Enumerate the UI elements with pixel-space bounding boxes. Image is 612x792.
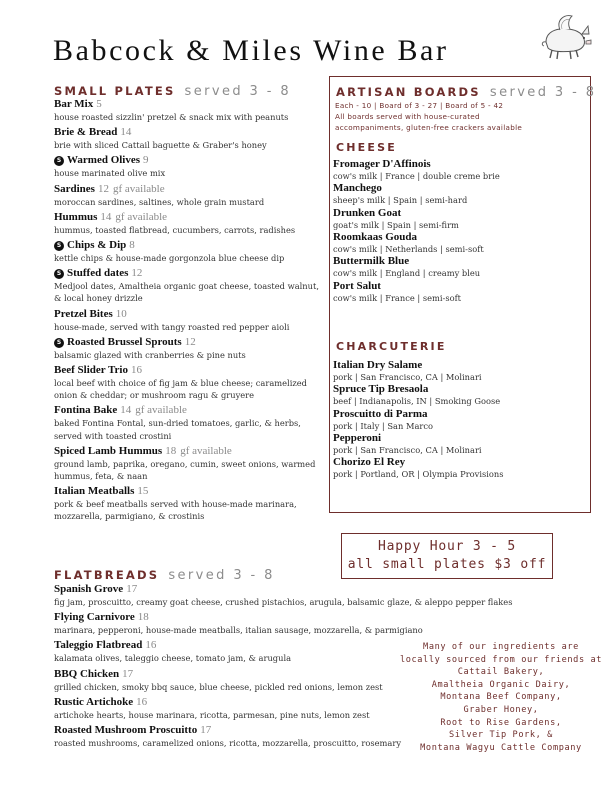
- small-plate-item: [54, 363, 307, 401]
- sourcing-line: Montana Beef Company,: [440, 692, 562, 703]
- small-plate-name-line: [54, 153, 165, 167]
- small-plate-description: pork & beef meatballs served with house-made marinara,: [54, 499, 297, 510]
- flatbread-item: [54, 723, 401, 749]
- flatbread-description: artichoke hearts, house marinara, ricotta, parmesan, pine nuts, lemon zest: [54, 709, 370, 720]
- cheese-description: goat's milk | Spain | semi-firm: [333, 219, 459, 230]
- sourcing-line: Montana Wagyu Cattle Company: [420, 742, 582, 753]
- small-plate-price: 9: [143, 154, 149, 167]
- small-plate-item: [54, 182, 264, 208]
- flatbread-name: Roasted Mushroom Proscuitto: [54, 724, 198, 736]
- seasonal-marker-icon: S: [54, 241, 64, 251]
- flatbread-item: [54, 638, 291, 664]
- charcuterie-description: pork | San Francisco, CA | Molinari: [333, 444, 482, 455]
- charcuterie-item: [333, 383, 500, 407]
- small-plate-description: onion & cheddar; or mushroom ragu & gruyere: [54, 390, 255, 401]
- flatbread-name: Rustic Artichoke: [54, 695, 134, 708]
- cheese-name: Roomkaas Gouda: [333, 230, 418, 243]
- small-plate-price: 16: [130, 364, 142, 376]
- small-plate-item: [54, 97, 288, 123]
- small-plate-price: 14: [120, 404, 132, 417]
- sourcing-line: locally sourced from our friends at: [399, 654, 603, 665]
- small-plate-description: baked Fontina Fontal, sun-dried tomatoes, garlic, & herbs,: [54, 418, 301, 429]
- small-plate-price: 14: [120, 126, 132, 139]
- cheese-item: [333, 280, 461, 304]
- small-plate-name-line: [54, 403, 301, 417]
- cheese-description: cow's milk | France | semi-soft: [333, 292, 461, 303]
- sourcing-line: Graber Honey,: [463, 704, 539, 715]
- sourcing-line: Root to Rise Gardens,: [440, 717, 562, 728]
- small-plate-price: 12: [97, 182, 109, 195]
- flatbread-name-line: [54, 610, 423, 624]
- small-plate-name: Fontina Bake: [54, 404, 118, 417]
- flatbread-price: 17: [200, 724, 212, 736]
- seasonal-marker-icon: S: [54, 156, 64, 166]
- small-plate-name-line: [54, 238, 284, 252]
- small-plate-name: Sardines: [54, 182, 95, 195]
- sourcing-line: Cattail Bakery,: [457, 667, 545, 678]
- small-plate-name-line: [54, 266, 319, 280]
- small-plate-description: house-made, served with tangy roasted red pepper aioli: [54, 321, 290, 332]
- small-plate-description: Medjool dates, Amaltheia organic goat cheese, toasted walnut,: [54, 281, 319, 292]
- flatbread-item: [54, 667, 383, 693]
- charcuterie-name: Chorizo El Rey: [333, 456, 406, 469]
- cheese-item: [333, 182, 467, 206]
- small-plate-item: [54, 153, 165, 179]
- small-plate-name: Italian Meatballs: [54, 485, 135, 498]
- small-plates-heading: SMALL PLATES served 3 - 8: [54, 84, 292, 99]
- small-plate-price: 8: [129, 239, 135, 251]
- small-plate-name-line: [54, 125, 267, 139]
- cheese-description: sheep's milk | Spain | semi-hard: [333, 195, 468, 206]
- small-plate-name: Pretzel Bites: [54, 307, 113, 320]
- cheese-description: cow's milk | Netherlands | semi-soft: [333, 243, 484, 254]
- charcuterie-description: pork | Portland, OR | Olympia Provisions: [333, 469, 504, 480]
- cheese-description: cow's milk | France | double creme brie: [333, 171, 500, 181]
- restaurant-title: Babcock & Miles Wine Bar: [53, 34, 449, 67]
- small-plate-name: Warmed Olives: [67, 154, 141, 167]
- gluten-free-note: gf available: [135, 404, 187, 417]
- cheese-item: [333, 231, 484, 255]
- small-plate-description: hummus, feta, & naan: [54, 471, 148, 481]
- small-plate-description: kettle chips & house-made gorgonzola blue cheese dip: [54, 253, 285, 263]
- small-plate-price: 12: [184, 335, 196, 348]
- small-plate-description: house roasted sizzlin' pretzel & snack mix with peanuts: [54, 112, 289, 122]
- small-plate-name-line: [54, 97, 288, 111]
- small-plate-name-line: [54, 363, 307, 377]
- small-plate-item: [54, 125, 267, 151]
- flatbread-item: [54, 695, 370, 721]
- flatbread-price: 16: [136, 695, 148, 708]
- small-plate-price: 15: [137, 485, 149, 498]
- charcuterie-description: pork | San Francisco, CA | Molinari: [333, 372, 482, 382]
- small-plate-description: served with toasted crostini: [54, 430, 172, 441]
- flatbread-description: fig jam, proscuitto, creamy goat cheese, crushed pistachios, arugula, balsamic glaze, & aleppo pepper flakes: [54, 597, 513, 607]
- small-plate-name: Beef Slider Trio: [54, 364, 128, 376]
- small-plate-description: moroccan sardines, saltines, whole grain mustard: [54, 196, 265, 207]
- gluten-free-note: gf available: [112, 182, 165, 195]
- small-plate-item: [54, 444, 315, 482]
- flatbread-price: 17: [122, 667, 134, 680]
- small-plate-name-line: [54, 484, 297, 498]
- flatbread-name: Flying Carnivore: [54, 611, 135, 624]
- small-plate-name: Spiced Lamb Hummus: [54, 444, 163, 457]
- cheese-item: [333, 158, 500, 182]
- small-plate-price: 10: [115, 307, 127, 320]
- cheese-heading: CHEESE: [336, 141, 397, 154]
- seasonal-marker-icon: S: [54, 269, 64, 279]
- flatbread-name: Taleggio Flatbread: [54, 639, 143, 652]
- flatbread-item: [54, 582, 512, 608]
- small-plate-name: Chips & Dip: [67, 239, 127, 251]
- cheese-name: Drunken Goat: [333, 206, 402, 219]
- charcuterie-heading: CHARCUTERIE: [336, 340, 447, 353]
- small-plate-price: 14: [100, 210, 112, 223]
- cheese-name: Buttermilk Blue: [333, 255, 410, 268]
- flatbread-name: BBQ Chicken: [54, 667, 120, 680]
- small-plate-description: & local honey drizzle: [54, 293, 143, 304]
- gluten-free-note: gf available: [115, 210, 168, 223]
- happy-hour-line2: all small plates $3 off: [347, 557, 547, 572]
- flatbread-name-line: [54, 723, 401, 737]
- charcuterie-name: Proscuitto di Parma: [333, 407, 428, 420]
- flatbread-name-line: [54, 582, 512, 596]
- small-plate-price: 5: [96, 98, 102, 110]
- artisan-boards-heading: ARTISAN BOARDS served 3 - 8: [336, 85, 597, 100]
- flatbreads-heading: FLATBREADS served 3 - 8: [54, 568, 275, 583]
- charcuterie-description: pork | Italy | San Marco: [333, 420, 434, 431]
- flatbread-description: marinara, pepperoni, house-made meatballs, italian sausage, mozzarella, & parmigiano: [54, 625, 423, 636]
- flatbread-name-line: [54, 638, 291, 652]
- sourcing-line: Amaltheia Organic Dairy,: [431, 679, 571, 690]
- sourcing-line: Many of our ingredients are: [423, 642, 579, 652]
- flatbread-price: 18: [137, 611, 149, 624]
- cheese-name: Fromager D'Affinois: [333, 158, 431, 170]
- flatbread-description: grilled chicken, smoky bbq sauce, blue cheese, pickled red onions, lemon zest: [54, 681, 383, 692]
- small-plate-description: ground lamb, paprika, oregano, cumin, sweet onions, warmed: [54, 458, 316, 469]
- small-plate-item: [54, 210, 295, 236]
- small-plate-name-line: [54, 307, 289, 321]
- small-plate-name-line: [54, 335, 246, 349]
- small-plate-name-line: [54, 182, 264, 196]
- small-plate-name: Brie & Bread: [54, 126, 118, 139]
- happy-hour-line1: Happy Hour 3 - 5: [377, 539, 517, 554]
- small-plate-description: hummus, toasted flatbread, cucumbers, carrots, radishes: [54, 224, 296, 235]
- small-plate-item: [54, 335, 246, 361]
- small-plate-item: [54, 307, 289, 333]
- cheese-name: Port Salut: [333, 279, 381, 292]
- seasonal-marker-icon: S: [54, 338, 64, 348]
- gluten-free-note: gf available: [180, 444, 232, 457]
- flatbread-description: kalamata olives, taleggio cheese, tomato jam, & arugula: [54, 653, 292, 664]
- small-plate-item: [54, 484, 297, 522]
- small-plate-name-line: [54, 444, 315, 458]
- cheese-item: [333, 255, 480, 279]
- charcuterie-item: [333, 408, 433, 432]
- small-plate-name: Roasted Brussel Sprouts: [67, 335, 182, 348]
- small-plate-description: brie with sliced Cattail baguette & Graber's honey: [54, 140, 267, 151]
- charcuterie-item: [333, 359, 482, 383]
- small-plate-name: Stuffed dates: [67, 267, 129, 280]
- flatbread-price: 16: [145, 639, 157, 652]
- flatbread-name-line: [54, 695, 370, 709]
- small-plate-name: Hummus: [54, 210, 98, 223]
- charcuterie-item: [333, 432, 482, 456]
- small-plate-description: mozzarella, parmigiano, & crostinis: [54, 511, 205, 522]
- charcuterie-item: [333, 456, 504, 480]
- flatbread-name-line: [54, 667, 383, 681]
- small-plate-name: Bar Mix: [54, 98, 94, 110]
- flatbread-description: roasted mushrooms, caramelized onions, ricotta, mozzarella, proscuitto, rosemary: [54, 738, 402, 748]
- cheese-item: [333, 207, 459, 231]
- charcuterie-name: Italian Dry Salame: [333, 359, 423, 371]
- charcuterie-description: beef | Indianapolis, IN | Smoking Goose: [333, 396, 501, 407]
- sourcing-line: Silver Tip Pork, &: [449, 730, 553, 741]
- small-plate-item: [54, 238, 284, 264]
- charcuterie-name: Pepperoni: [333, 431, 382, 444]
- flying-pig-logo-icon: [538, 12, 596, 64]
- small-plate-item: [54, 403, 301, 441]
- flatbread-price: 17: [126, 583, 138, 595]
- board-pricing: Each - 10 | Board of 3 - 27 | Board of 5 - 42 All boards served with house-curated accompaniments, gluten-free crackers available: [335, 101, 523, 132]
- small-plate-item: [54, 266, 319, 304]
- sourcing-note: [396, 641, 606, 754]
- charcuterie-name: Spruce Tip Bresaola: [333, 383, 429, 396]
- small-plate-name-line: [54, 210, 295, 224]
- flatbread-name: Spanish Grove: [54, 583, 124, 595]
- small-plate-description: balsamic glazed with cranberries & pine nuts: [54, 349, 246, 360]
- cheese-description: cow's milk | England | creamy bleu: [333, 268, 481, 279]
- small-plate-price: 12: [131, 267, 143, 280]
- small-plate-description: house marinated olive mix: [54, 168, 166, 179]
- small-plate-description: local beef with choice of fig jam & blue cheese; caramelized: [54, 378, 307, 388]
- cheese-name: Manchego: [333, 182, 382, 195]
- flatbread-item: [54, 610, 423, 636]
- small-plate-price: 18: [165, 444, 177, 457]
- happy-hour-box: [341, 533, 553, 579]
